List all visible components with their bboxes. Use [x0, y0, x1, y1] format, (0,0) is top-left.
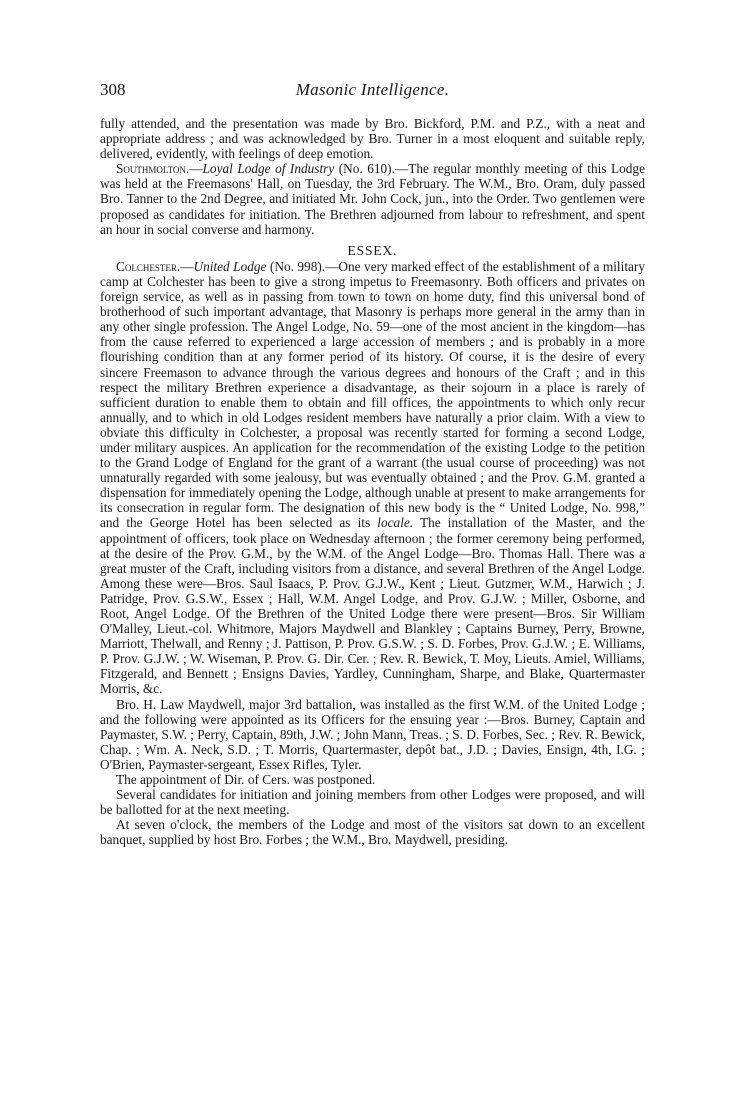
section-heading-essex: ESSEX. — [347, 242, 398, 258]
lodge-name-loyal-lodge-of-industry: Loyal Lodge of Industry — [202, 161, 335, 177]
paragraph-text: (No. 610).—The regular monthly meeting of this Lodge was held at the Freemasons' Hall, on Tuesday, the 3rd February. The W.M., Bro. Oram, duly passed Bro. Tanner to the 2nd Degree, and initiated Mr. John Cock, jun., into the Order. Two gentlemen were proposed as candidates for initiation. The Brethren adjourned from labour to refreshment, and spent an hour in social converse and harmony. — [100, 161, 645, 237]
page-header — [100, 80, 645, 106]
place-name-southmolton: Southmolton. — [116, 161, 190, 177]
paragraph-text-part-a: (No. 998).—One very marked effect of the establishment of a military camp at Colchester has been to give a strong impetus to Freemasonry. Both officers and privates on foreign service, as well as in passing from town to town on home duty, find this universal bond of brotherhood of such important advantage, that Masonry is perhaps more general in the army than in any other single profession. The Angel Lodge, No. 59—one of the most ancient in the kingdom—has from the cause referred to experienced a large accession of members ; and is probably in a more flourishing condition than at any former period of its history. Of course, it is the desire of every sincere Freemason to advance through the various degrees and honours of the Craft ; and in this respect the military Brethren experience a disadvantage, as their sojourn in a place is rarely of sufficient duration to enable them to obtain and fill offices, the appointments to which only recur annually, and to which in old Lodges resident members have naturally a prior claim. With a view to obviate this difficulty in Colchester, a proposal was recently started for forming a second Lodge, under military auspices. An application for the recommendation of the existing Lodge to the petition to the Grand Lodge of England for the grant of a warrant (the usual course of proceeding) was not unnaturally regarded with some jealousy, but was eventually obtained ; and the Prov. G.M. granted a dispensation for immediately opening the Lodge, although unable at present to make arrangements for its consecration in regular form. The designation of this new body is the “ United Lodge, No. 998,” and the George Hotel has been selected as its — [100, 258, 645, 531]
paragraph-dir-cers: The appointment of Dir. of Cers. was postponed. — [116, 772, 376, 788]
paragraph-banquet: At seven o'clock, the members of the Lodge and most of the visitors sat down to an excellent banquet, supplied by host Bro. Forbes ; the W.M., Bro. Maydwell, presiding. — [100, 817, 645, 848]
paragraph-installation: Bro. H. Law Maydwell, major 3rd battalion, was installed as the first W.M. of the United Lodge ; and the following were appointed as its Officers for the ensuing year :—Bros. Burney, Captain and Paymaster, S.W. ; Perry, Captain, 89th, J.W. ; John Mann, Treas. ; S. D. Forbes, Sec. ; Rev. R. Bewick, Chap. ; Wm. A. Neck, S.D. ; T. Morris, Quartermaster, depôt bat., J.D. ; Davies, Ensign, 4th, I.G. ; O'Brien, Paymaster-sergeant, Essex Rifles, Tyler. — [100, 696, 645, 772]
paragraph-continuation: fully attended, and the presentation was made by Bro. Bickford, P.M. and P.Z., with a neat and appropriate address ; and was acknowledged by Bro. Turner in a most eloquent and suitable reply, delivered, evidently, with feelings of deep emotion. — [100, 116, 645, 162]
article-body — [100, 116, 645, 848]
dash: — — [180, 258, 194, 274]
paragraph-text-part-b: The installation of the Master, and the appointment of officers, took place on Wednesday afternoon ; the former ceremony being performed, at the desire of the Prov. G.M., by the W.M. of the Angel Lodge—Bro. Thomas Hall. There was a great muster of the Craft, including visitors from a distance, and several Brethren of the Angel Lodge. Among these were—Bros. Saul Isaacs, P. Prov. G.J.W., Kent ; Lieut. Gutzmer, W.M., Harwich ; J. Patridge, Prov. G.S.W., Essex ; Hall, W.M. Angel Lodge, and Prov. G.J.W. ; Miller, Osborne, and Root, Angel Lodge. Of the Brethren of the United Lodge there were present—Bros. Sir William O'Malley, Lieut.-col. Whitmore, Majors Maydwell and Blankley ; Captains Burney, Perry, Browne, Marriott, Thelwall, and Renny ; J. Pattison, P. Prov. G.S.W. ; S. D. Forbes, Prov. G.J.W. ; E. Williams, P. Prov. G.J.W. ; W. Wiseman, P. Prov. G. Dir. Cer. ; Rev. R. Bewick, T. Moy, Lieuts. Amiel, Williams, Fitzgerald, and Bennett ; Ensigns Davies, Yardley, Cunningham, Sharpe, and Blake, Quartermaster Morris, &c. — [100, 515, 646, 697]
paragraph-southmolton — [100, 161, 645, 236]
place-name-colchester: Colchester. — [116, 258, 181, 274]
italic-word-locale: locale. — [377, 515, 414, 531]
paragraph-colchester — [100, 259, 645, 697]
page-number: 308 — [100, 80, 126, 99]
document-page — [100, 80, 645, 848]
paragraph-candidates: Several candidates for initiation and joining members from other Lodges were proposed, and will be ballotted for at the next meeting. — [100, 787, 645, 818]
dash: — — [189, 161, 203, 177]
lodge-name-united-lodge: United Lodge — [193, 258, 267, 274]
running-title: Masonic Intelligence. — [295, 80, 450, 99]
